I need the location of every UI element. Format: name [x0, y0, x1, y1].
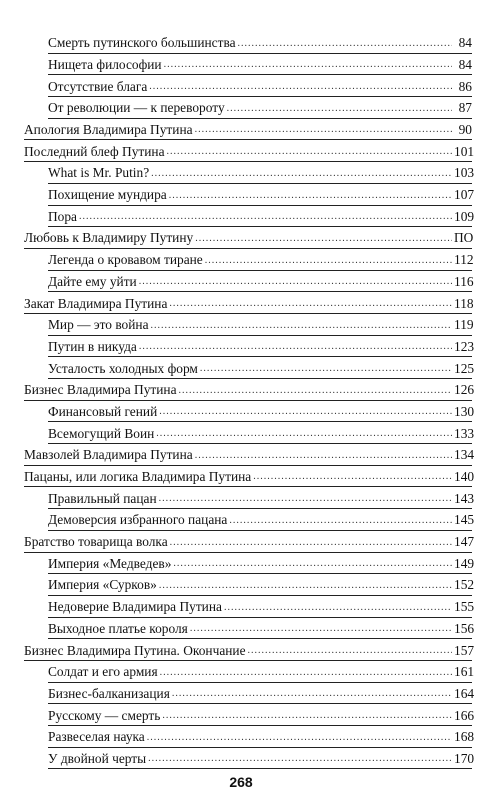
toc-entry-title: Апология Владимира Путина: [24, 122, 193, 138]
toc-entry-title: Отсутствие блага: [48, 78, 148, 94]
toc-entry-title: Развеселая наука: [48, 729, 145, 745]
toc-entry-page: 118: [454, 295, 474, 311]
toc-entry-title: Империя «Медведев»: [48, 555, 172, 571]
page-number: 268: [229, 774, 253, 790]
toc-entry-page: 130: [454, 403, 475, 419]
toc-subentry: [24, 401, 475, 423]
toc-entry: [24, 379, 475, 401]
toc-leader-dots: [200, 364, 452, 375]
toc-entry-title: Империя «Сурков»: [48, 577, 157, 593]
toc-entry-page: 152: [454, 577, 475, 593]
toc-entry-title: Нищета философии: [48, 56, 162, 72]
toc-entry-line: [48, 275, 472, 292]
toc-entry-page: 170: [454, 750, 475, 766]
toc-entry-title: Бизнес Владимира Путина. Окончание: [24, 642, 246, 658]
toc-entry-title: Пора: [48, 208, 78, 224]
toc-entry-page: 125: [454, 360, 475, 376]
toc-entry-title: Смерть путинского большинства: [48, 35, 236, 51]
toc-entry: [24, 639, 475, 661]
toc-entry-title: Путин в никуда: [48, 338, 137, 354]
toc-leader-dots: [151, 321, 452, 332]
toc-entry-line: [24, 469, 475, 487]
toc-leader-dots: [149, 82, 452, 93]
toc-entry-line: [24, 642, 475, 661]
toc-entry-title: Выходное платье короля: [48, 620, 188, 636]
toc-entry-line: [48, 360, 475, 379]
toc-entry-page: 134: [454, 447, 475, 463]
toc-entry-title: Мавзолей Владимира Путина: [24, 447, 193, 463]
toc-entry-title: Пацаны, или логика Владимира Путина: [24, 469, 252, 485]
toc-subentry: [24, 509, 475, 531]
toc-leader-dots: [159, 407, 452, 418]
toc-leader-dots: [195, 234, 452, 245]
toc-entry-page: 164: [454, 685, 475, 701]
toc-leader-dots: [238, 39, 452, 50]
toc-entry-line: [48, 165, 475, 183]
toc-subentry: [24, 553, 475, 575]
toc-entry-title: Русскому — смерть: [48, 707, 161, 723]
toc-leader-dots: [227, 104, 452, 115]
toc-entry-page: 161: [454, 664, 475, 680]
toc-entry-title: Любовь к Владимиру Путину: [24, 230, 194, 246]
toc-entry-line: [48, 577, 475, 595]
toc-entry: [24, 119, 472, 141]
toc-entry-title: Бизнес Владимира Путина: [24, 382, 177, 398]
toc-entry-line: [48, 36, 472, 53]
toc-leader-dots: [248, 646, 452, 657]
toc-entry-page: 116: [454, 273, 474, 289]
toc-entry-title: Недоверие Владимира Путина: [48, 599, 222, 615]
toc-leader-dots: [253, 472, 452, 483]
toc-entry: [24, 140, 475, 162]
toc-subentry: [24, 704, 475, 726]
toc-entry-title: Всемогущий Воин: [48, 425, 155, 441]
toc-entry-page: 155: [454, 599, 475, 615]
toc-entry-line: [48, 187, 475, 205]
toc-entry-line: [24, 382, 475, 400]
toc-subentry: [24, 271, 472, 293]
toc-entry-page: 140: [454, 469, 475, 485]
toc-leader-dots: [139, 277, 452, 288]
toc-entry-title: У двойной черты: [48, 750, 147, 766]
toc-leader-dots: [205, 256, 452, 267]
toc-entry-title: От революции — к перевороту: [48, 100, 225, 116]
toc-subentry: [24, 422, 475, 444]
toc-entry-line: [48, 58, 472, 75]
toc-entry: [24, 466, 475, 488]
toc-entry-page: 157: [454, 642, 475, 658]
toc-entry-line: [48, 707, 475, 726]
toc-subentry: [24, 487, 475, 509]
toc-entry-line: [24, 143, 475, 162]
toc-entry-page: 149: [454, 555, 475, 571]
toc-leader-dots: [148, 754, 452, 765]
toc-entry-page: 86: [458, 78, 472, 94]
toc-subentry: [24, 748, 475, 770]
toc-entry-line: [24, 123, 472, 140]
toc-entry-title: Братство товарища волка: [24, 534, 168, 550]
toc-entry-page: 147: [454, 534, 475, 550]
toc-subentry: [24, 249, 472, 271]
toc-subentry: [24, 336, 475, 358]
toc-entry-title: Усталость холодных форм: [48, 360, 198, 376]
toc-entry-page: 156: [454, 620, 475, 636]
toc-entry-title: Мир — это война: [48, 317, 149, 333]
toc-entry-page: 84: [458, 35, 472, 51]
toc-leader-dots: [139, 342, 452, 353]
toc-leader-dots: [169, 299, 452, 310]
toc-subentry: [24, 574, 475, 596]
toc-entry-line: [48, 338, 475, 357]
toc-entry-title: Солдат и его армия: [48, 664, 158, 680]
toc-entry-line: [24, 534, 475, 552]
toc-entry-page: 90: [458, 122, 472, 138]
toc-leader-dots: [159, 581, 452, 592]
toc-leader-dots: [224, 603, 452, 614]
toc-entry-page: 109: [454, 208, 475, 224]
toc-entry-line: [48, 512, 475, 530]
toc-subentry: [24, 75, 472, 97]
toc-entry-title: Демоверсия избранного пацана: [48, 512, 228, 528]
toc-leader-dots: [173, 559, 452, 570]
toc-leader-dots: [229, 516, 452, 527]
toc-entry-page: 168: [454, 729, 475, 745]
toc-leader-dots: [195, 451, 452, 462]
toc-entry-page: 112: [454, 252, 474, 268]
toc-subentry: [24, 206, 475, 228]
toc-subentry: [24, 314, 472, 336]
toc-leader-dots: [172, 689, 452, 700]
toc-subentry: [24, 357, 475, 379]
toc-entry-line: [48, 620, 475, 639]
toc-entry-page: 133: [454, 425, 475, 441]
toc-subentry: [24, 184, 475, 206]
toc-entry-title: Последний блеф Путина: [24, 143, 165, 159]
toc-entry-line: [24, 297, 472, 314]
toc-entry-page: 107: [454, 187, 475, 203]
toc-entry-line: [48, 490, 475, 509]
toc-subentry: [24, 97, 472, 119]
toc-leader-dots: [160, 668, 452, 679]
toc-entry-title: Финансовый гений: [48, 403, 158, 419]
toc-entry-line: [48, 253, 472, 270]
toc-entry-page: ПО: [454, 230, 474, 246]
toc-subentry: [24, 32, 472, 54]
toc-subentry: [24, 683, 475, 705]
toc-leader-dots: [167, 147, 452, 158]
toc-entry-line: [48, 555, 475, 574]
toc-leader-dots: [159, 494, 452, 505]
toc-entry-line: [24, 447, 475, 465]
toc-entry: [24, 227, 472, 249]
toc-leader-dots: [151, 169, 452, 180]
toc-entry-page: 119: [454, 317, 474, 333]
table-of-contents: [24, 32, 475, 769]
toc-entry-page: 123: [454, 338, 475, 354]
toc-entry-line: [48, 80, 472, 97]
toc-entry: [24, 444, 475, 466]
toc-entry-line: [48, 208, 475, 227]
toc-entry-page: 87: [458, 100, 472, 116]
toc-entry-title: Дайте ему уйти: [48, 273, 137, 289]
toc-leader-dots: [169, 191, 452, 202]
toc-entry-line: [48, 403, 475, 422]
toc-entry-line: [24, 231, 472, 248]
toc-subentry: [24, 726, 475, 748]
toc-subentry: [24, 54, 472, 76]
toc-entry-title: Легенда о кровавом тиране: [48, 252, 203, 268]
toc-leader-dots: [156, 429, 452, 440]
toc-leader-dots: [195, 125, 452, 136]
toc-entry-title: Похищение мундира: [48, 187, 167, 203]
toc-entry-line: [48, 664, 475, 682]
toc-entry: [24, 292, 472, 314]
toc-entry-page: 145: [454, 512, 475, 528]
toc-leader-dots: [179, 386, 452, 397]
toc-entry-line: [48, 685, 475, 704]
toc-leader-dots: [79, 212, 452, 223]
toc-entry-page: 103: [454, 165, 475, 181]
toc-entry-page: 126: [454, 382, 475, 398]
toc-entry-line: [48, 729, 475, 747]
toc-entry-page: 166: [454, 707, 475, 723]
toc-leader-dots: [147, 733, 452, 744]
toc-entry-title: Закат Владимира Путина: [24, 295, 168, 311]
toc-entry-page: 143: [454, 490, 475, 506]
toc-subentry: [24, 162, 475, 184]
toc-entry-line: [48, 101, 472, 118]
toc-subentry: [24, 661, 475, 683]
toc-entry-page: 84: [458, 56, 472, 72]
toc-entry-title: Правильный пацан: [48, 490, 157, 506]
toc-entry-title: What is Mr. Putin?: [48, 165, 150, 181]
toc-entry-line: [48, 425, 475, 444]
toc-entry-line: [48, 750, 475, 769]
toc-subentry: [24, 618, 475, 640]
toc-entry-line: [48, 599, 475, 617]
toc-entry: [24, 531, 475, 553]
toc-entry-line: [48, 318, 472, 335]
toc-entry-page: 101: [454, 143, 475, 159]
toc-leader-dots: [164, 60, 452, 71]
toc-entry-title: Бизнес-балканизация: [48, 685, 170, 701]
toc-leader-dots: [170, 538, 452, 549]
toc-leader-dots: [190, 624, 452, 635]
toc-leader-dots: [162, 711, 452, 722]
toc-subentry: [24, 596, 475, 618]
